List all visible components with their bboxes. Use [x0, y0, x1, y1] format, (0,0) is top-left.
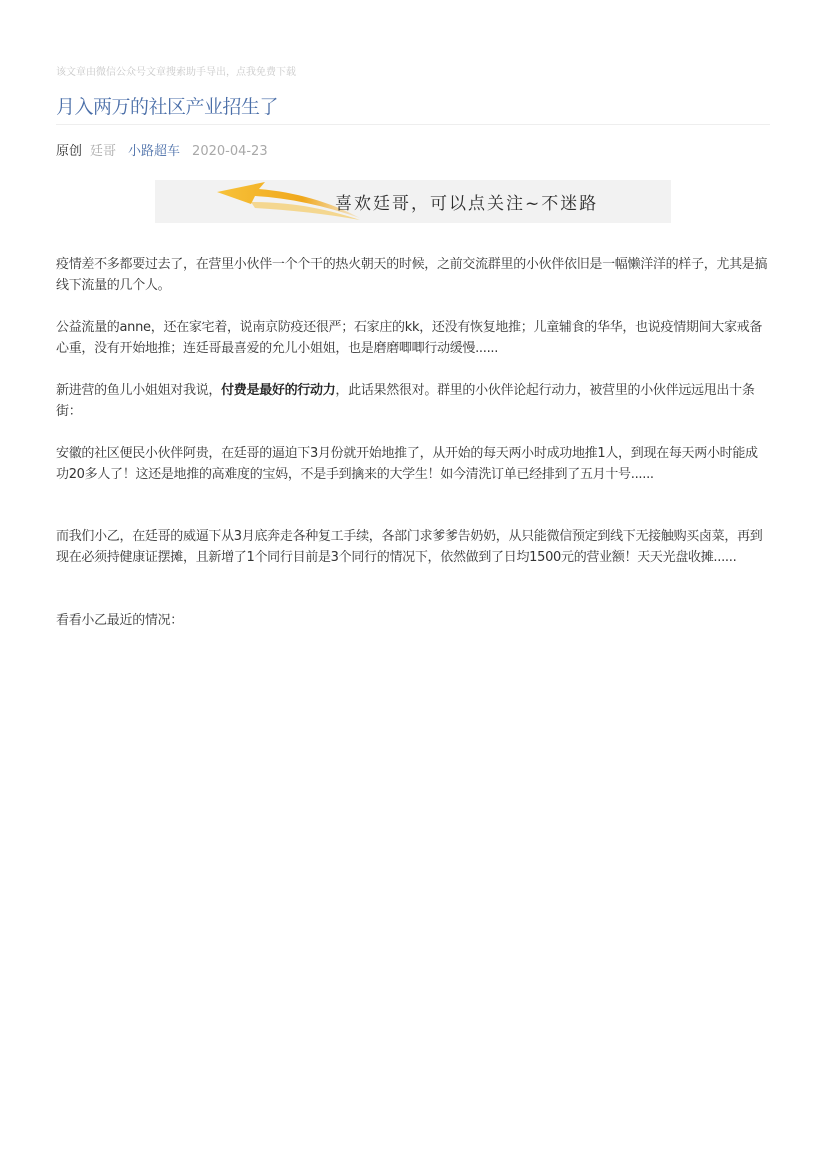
- follow-banner: [155, 180, 671, 223]
- banner-text: 喜欢廷哥，可以点关注~不迷路: [335, 194, 599, 214]
- author-name: 廷哥: [90, 144, 117, 159]
- paragraph-4: 安徽的社区便民小伙伴阿贵，在廷哥的逼迫下3月份就开始地推了，从开始的每天两小时成功地推1人，到现在每天两小时能成功20多人了！这还是地推的高难度的宝妈，不是手到擒来的大学生！如今清洗订单已经排到了五月十号......: [56, 446, 758, 482]
- paragraph-3: [56, 380, 770, 422]
- paragraph-3-text-end: ，此话果然很对。群里的小伙伴论起行动力，被营里的小伙伴远远甩出十条街：: [56, 383, 755, 419]
- article-meta: [56, 140, 268, 159]
- original-tag: 原创: [56, 144, 83, 159]
- paragraph-2: 公益流量的anne，还在家宅着，说南京防疫还很严；石家庄的kk，还没有恢复地推；儿童辅食的华华，也说疫情期间大家戒备心重，没有开始地推；连廷哥最喜爱的允儿小姐姐，也是磨磨唧唧行动缓慢......: [56, 320, 763, 356]
- paragraph-3-text-start: 新进营的鱼儿小姐姐对我说，: [56, 383, 222, 398]
- publish-date: 2020-04-23: [192, 144, 268, 159]
- account-name-link[interactable]: 小路超车: [128, 144, 181, 159]
- paragraph-5: 而我们小乙，在廷哥的威逼下从3月底奔走各种复工手续，各部门求爹爹告奶奶，从只能微信预定到线下无接触购买卤菜，再到现在必须持健康证摆摊，且新增了1个同行目前是3个同行的情况下，依然做到了日均1500元的营业额！天天光盘收摊......: [56, 529, 763, 565]
- title-divider: [56, 124, 770, 125]
- paragraph-6: 看看小乙最近的情况：: [56, 613, 184, 628]
- paragraph-3-emphasis: 付费是最好的行动力: [221, 383, 336, 398]
- paragraph-1: 疫情差不多都要过去了，在营里小伙伴一个个干的热火朝天的时候，之前交流群里的小伙伴依旧是一幅懒洋洋的样子，尤其是搞线下流量的几个人。: [56, 257, 768, 293]
- article-title: 月入两万的社区产业招生了: [56, 96, 279, 118]
- export-note-link[interactable]: 该文章由微信公众号文章搜索助手导出，点我免费下载: [56, 67, 296, 78]
